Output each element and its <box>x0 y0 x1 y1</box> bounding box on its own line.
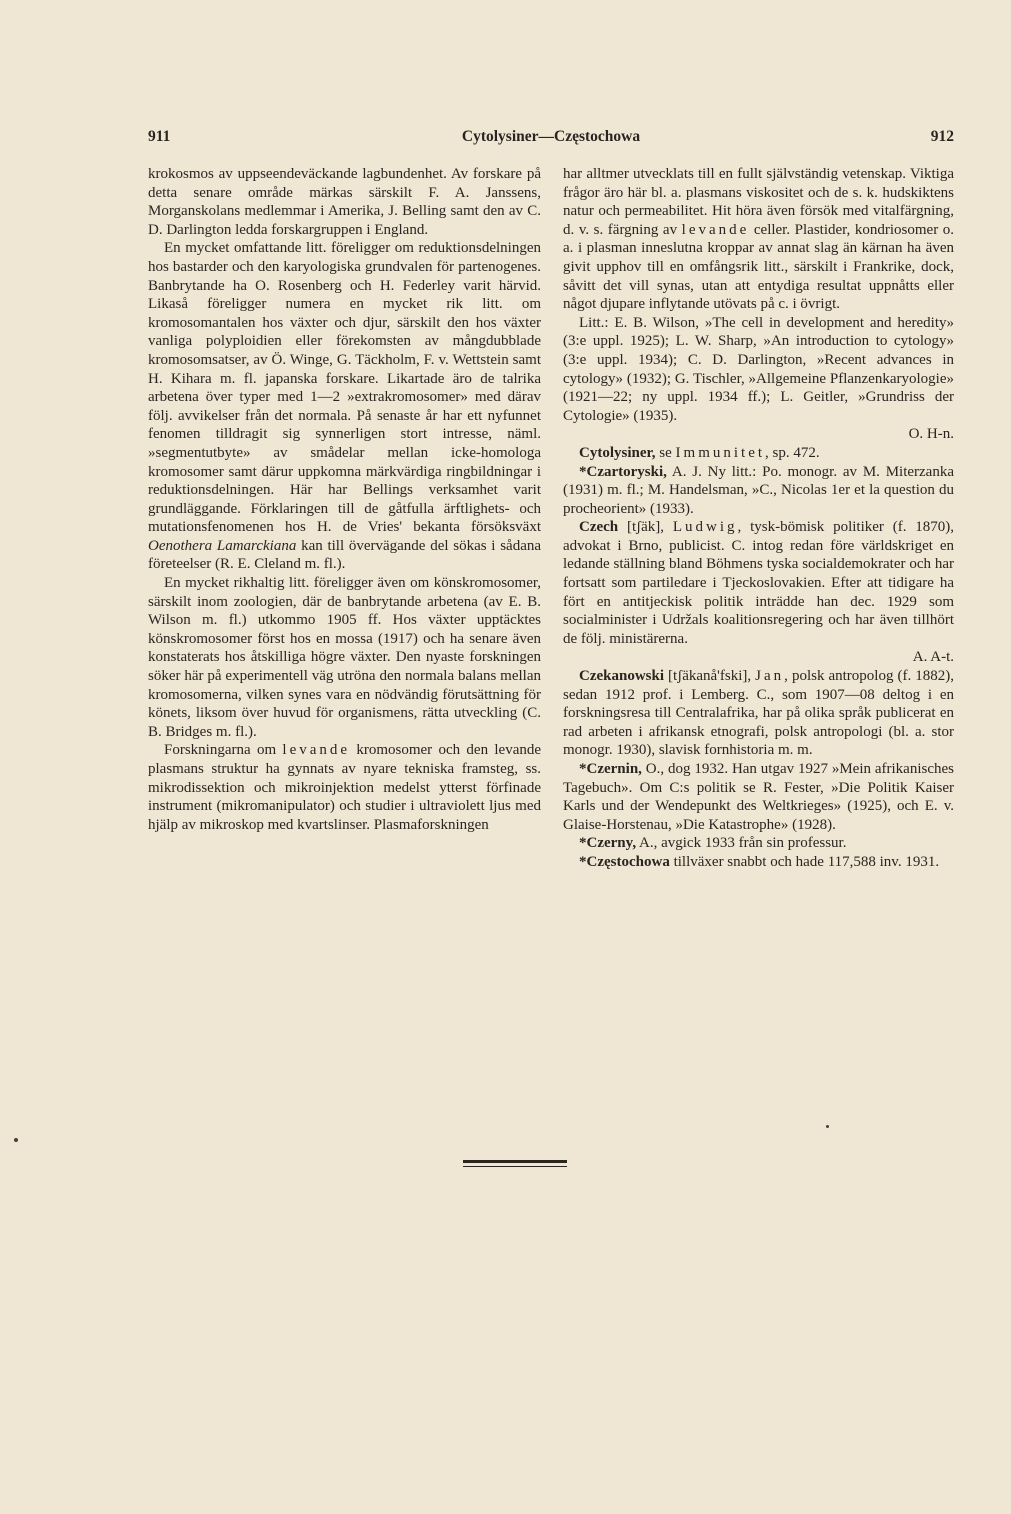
entry-czartoryski: *Czartoryski, A. J. Ny litt.: Po. monogr. av M. Miterzanka (1931) m. fl.; M. Handelsman, »C., Nicolas 1er et la question du procheorient» (1933). <box>563 463 954 517</box>
literature-paragraph: Litt.: E. B. Wilson, »The cell in development and heredity» (3:e uppl. 1925); L. W. Sharp, »An introduction to cytology» (3:e uppl. 1934); C. D. Darlington, »Recent advances in cytology» (1932); G. Tischler, »Allgemeine Pflanzenkaryologie» (1921—22; ny uppl. 1934 ff.); L. Geitler, »Grundriss der Cytologie» (1935). O. H-n. <box>563 314 954 443</box>
entry-czernin: *Czernin, O., dog 1932. Han utgav 1927 »Mein afrikanisches Tagebuch». Om C:s politik se R. Fester, »Die Politik Kaiser Karls und der Wendepunkt des Weltkrieges» (1925), och E. v. Glaise-Horstenau, »Die Katastrophe» (1928). <box>563 761 954 833</box>
entry-czekanowski: Czekanowski [tʃäkanå'fski], Jan, polsk antropolog (f. 1882), sedan 1912 prof. i Lemberg. C., som 1907—08 deltog i en forskningsresa till Centralafrika, har på olika språk publicerat en rad arbeten i afrikansk etnografi, polsk antropologi (bl. a. stor monogr. 1930), slavisk fornhistoria m. m. <box>563 668 955 759</box>
end-rule-thin <box>463 1166 567 1167</box>
page-header <box>148 128 954 152</box>
entry-cytolysiner: Cytolysiner, se Immunitet, sp. 472. <box>579 444 820 461</box>
author-signature: O. H-n. <box>908 426 954 443</box>
running-title: Cytolysiner—Częstochowa <box>461 128 641 145</box>
paragraph: En mycket omfattande litt. föreligger om reduktionsdelningen hos bastarder och den karyologiska grundvalen för partenogenes. Banbrytande ha O. Rosenberg och H. Federley varit härvid. Likaså föreligger numera en mycket rik litt. om kromosomantalen hos växter och djur, särskilt den hos växter vanliga polyploidien eller förekomsten av mångdubblade kromosomsatser, av Ö. Winge, G. Täckholm, F. v. Wettstein samt H. Kihara m. fl. japanska forskare. Likartade äro de talrika arbetena över typer med 1—2 »extrakromosomer» med därav följ. avvikelser från det normala. På senaste år har ett nyfunnet fenomen tilldragit sig synnerligen stort intresse, näml. »segmentutbyte» av smådelar mellan icke-homologa kromosomer samt därur uppkomna märkvärdiga ringbildningar i reduktionsdelningen. Här har Bellings verksamhet varit grundläggande. Förklaringen till de gåtfulla ärftlighets- och mutationsfenomenen hos H. de Vries' bekanta försöksväxt Oenothera Lamarckiana kan till övervägande del sökas i sådana företeelser (R. E. Cleland m. fl.). <box>148 240 542 573</box>
print-speck <box>14 1138 18 1142</box>
author-signature: A. A-t. <box>912 649 954 666</box>
paragraph: Forskningarna om levande kromosomer och den levande plasmans struktur ha gynnats av nyare tekniska framsteg, ss. mikrodissektion och mikroinjektion medelst ytterst förfinade instrument (mikromanipulator) och studier i ultraviolett ljus med hjälp av mikroskop med kvartslinser. Plasmaforskningen <box>148 742 542 833</box>
species-name: Oenothera Lamarckiana <box>148 537 297 554</box>
page-number-left: 911 <box>148 128 171 145</box>
left-column <box>148 165 541 834</box>
paragraph: En mycket rikhaltig litt. föreligger även om könskromosomer, särskilt inom zoologien, där de banbrytande arbetena (av E. B. Wilson m. fl.) utkommo 1905 ff. Hos växter upptäcktes könskromosomer först hos en mossa (1917) och ha senare även konstaterats hos åtskilliga högre växter. Den nyaste forskningen söker här på experimentell väg utröna den normala balans mellan kromosomerna, vilken synes vara en nödvändig förutsättning för könets, liksom över huvud för organismens, rätta utveckling (C. B. Bridges m. fl.). <box>148 575 541 740</box>
end-rule <box>463 1160 567 1163</box>
right-column <box>563 165 954 872</box>
entry-czestochowa: *Częstochowa tillväxer snabbt och hade 117,588 inv. 1931. <box>579 853 940 870</box>
paragraph: krokosmos av uppseendeväckande lagbundenhet. Av forskare på detta senare område märkas särskilt F. A. Janssens, Morganskolans medlemmar i Amerika, J. Belling samt den av C. D. Darlington ledda forskargruppen i England. <box>148 166 541 238</box>
entry-czerny: *Czerny, A., avgick 1933 från sin professur. <box>579 835 847 852</box>
page-number-right: 912 <box>930 128 954 145</box>
entry-czech: Czech [tʃäk], Ludwig, tysk-bömisk politiker (f. 1870), advokat i Brno, publicist. C. intog redan före världskriget en ledande ställning bland Böhmens tyska socialdemokrater och har fortsatt som partiledare i Tjeckoslovakien. Efter att tidigare ha fört en antitjeckisk politik inträdde han dec. 1929 som socialminister i Udržals koalitionsregering och har även tillhört de följ. ministärerna. A. A-t. <box>563 519 954 666</box>
paragraph: har alltmer utvecklats till en fullt självständig vetenskap. Viktiga frågor äro här bl. a. plasmans viskositet och de s. k. hudskiktens natur och permeabilitet. Hit höra även försök med vitalfärgning, d. v. s. färgning av levande celler. Plastider, kondriosomer o. a. i plasman inneslutna kroppar av annat slag än kärnan ha även givit upphov till en omfångsrik litt., särskilt i Frankrike, dock, såvitt det vill synas, utan att entydiga resultat uppnåtts eller något djupare inflytande utövats på c. i övrigt. <box>563 166 955 313</box>
print-speck <box>826 1125 829 1128</box>
